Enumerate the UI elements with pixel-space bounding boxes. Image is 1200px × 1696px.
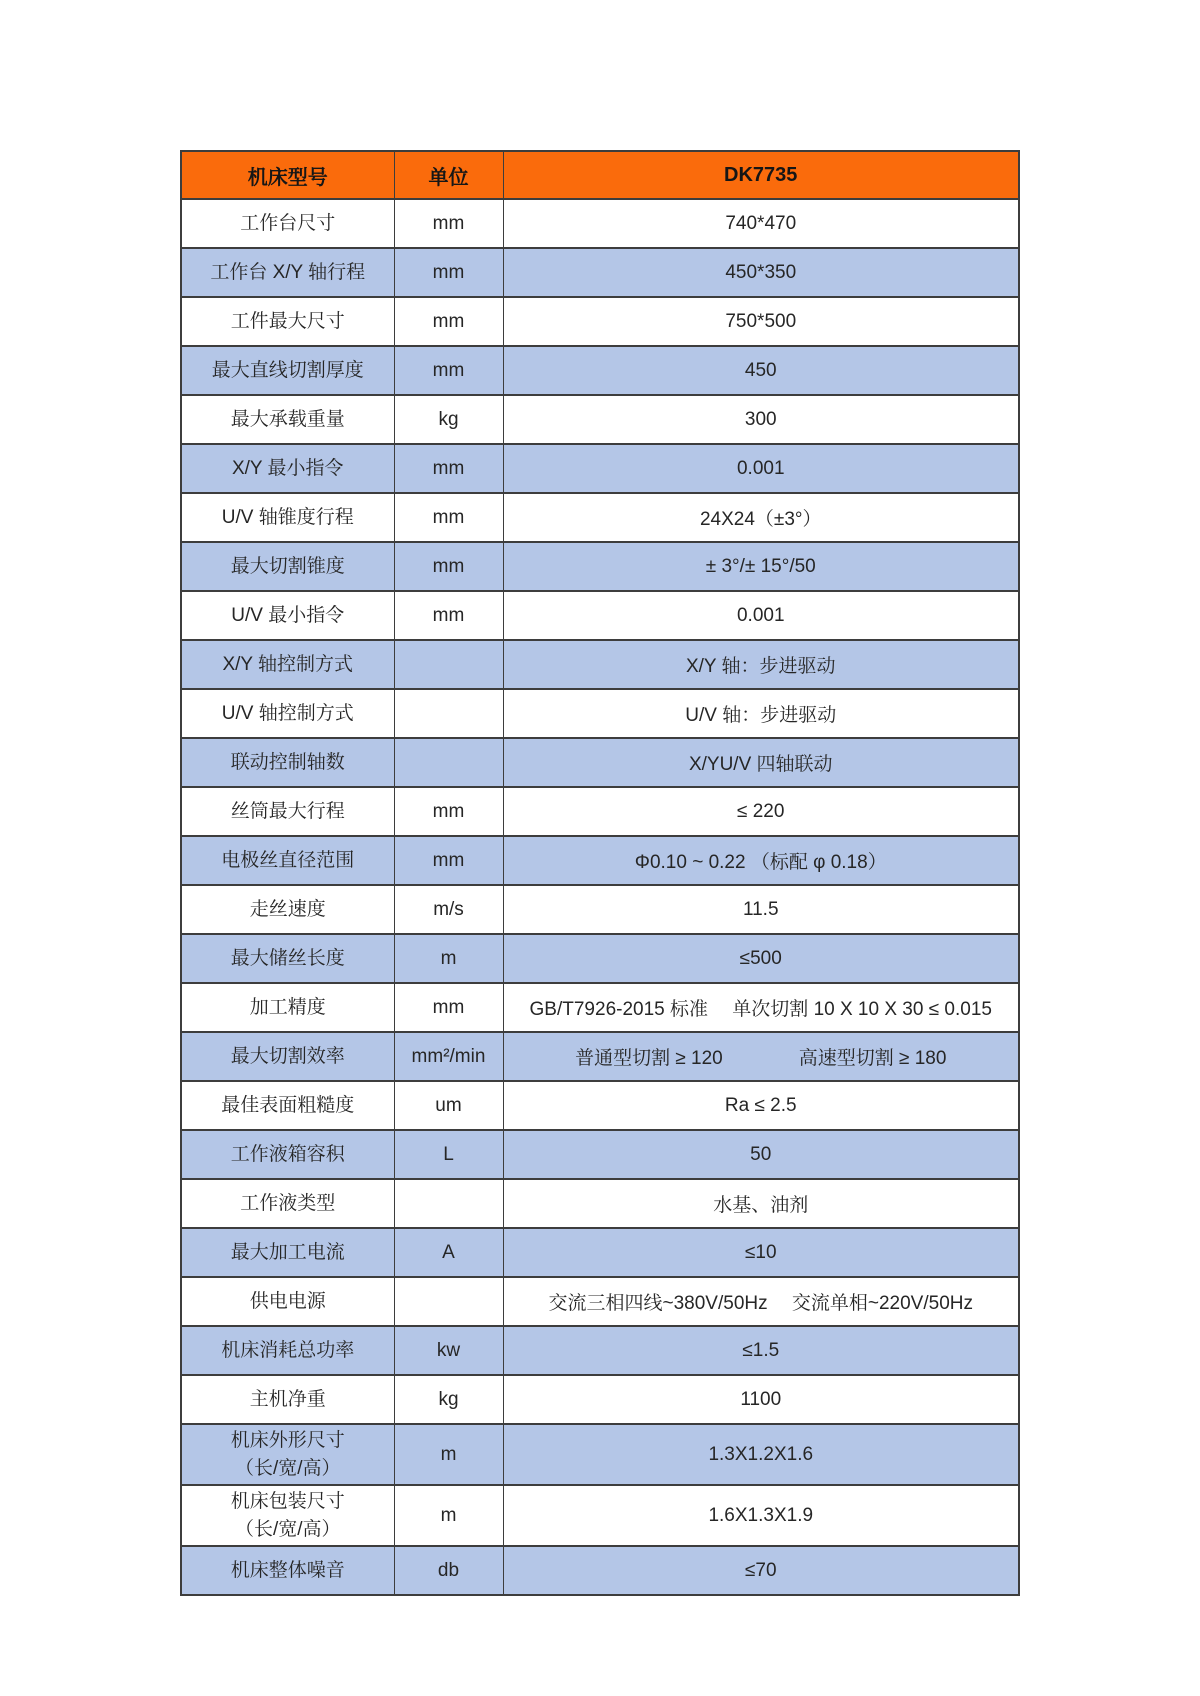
spec-unit-cell: mm: [394, 199, 503, 248]
spec-name-cell: [181, 1375, 394, 1424]
spec-unit-cell: db: [394, 1546, 503, 1595]
header-model-value: DK7735: [503, 151, 1019, 199]
spec-value-cell: ≤ 220: [503, 787, 1019, 836]
table-row: [181, 836, 1019, 885]
spec-name-line1: 工作液类型: [240, 1192, 336, 1214]
spec-name-line2: （长/宽/高）: [234, 1518, 341, 1540]
table-row: [181, 787, 1019, 836]
spec-name-line1: 供电电源: [249, 1290, 326, 1312]
spec-name-line2: （长/宽/高）: [234, 1457, 341, 1479]
spec-name-line1: 机床整体噪音: [230, 1559, 345, 1581]
table-row: [181, 1424, 1019, 1485]
table-row: [181, 1326, 1019, 1375]
spec-value-cell: ≤70: [503, 1546, 1019, 1595]
spec-value-cell: 24X24（±3°）: [503, 493, 1019, 542]
table-row: [181, 689, 1019, 738]
spec-unit-cell: mm: [394, 346, 503, 395]
spec-name-line1: 最大切割锥度: [230, 555, 345, 577]
spec-name-cell: [181, 444, 394, 493]
spec-name-cell: [181, 297, 394, 346]
spec-name-cell: [181, 1485, 394, 1546]
spec-value-cell: 450: [503, 346, 1019, 395]
spec-value-cell: U/V 轴：步进驱动: [503, 689, 1019, 738]
spec-name-line1: 最大承载重量: [230, 408, 345, 430]
spec-table-body: [181, 199, 1019, 1595]
header-unit-label: 单位: [394, 151, 503, 199]
spec-unit-cell: mm: [394, 444, 503, 493]
spec-name-line1: 工作液箱容积: [230, 1143, 345, 1165]
spec-name-cell: [181, 1424, 394, 1485]
spec-unit-cell: mm: [394, 983, 503, 1032]
spec-name-cell: [181, 1179, 394, 1228]
table-row: [181, 1375, 1019, 1424]
table-row: [181, 1228, 1019, 1277]
table-row: [181, 444, 1019, 493]
spec-unit-cell: mm: [394, 493, 503, 542]
table-row: [181, 1546, 1019, 1595]
table-row: [181, 493, 1019, 542]
table-row: [181, 1130, 1019, 1179]
spec-unit-cell: um: [394, 1081, 503, 1130]
spec-value-cell: 750*500: [503, 297, 1019, 346]
spec-unit-cell: mm²/min: [394, 1032, 503, 1081]
spec-name-cell: [181, 934, 394, 983]
table-row: [181, 1081, 1019, 1130]
spec-name-line1: 最大加工电流: [230, 1241, 345, 1263]
header-row: [181, 151, 1019, 199]
spec-name-line1: X/Y 最小指令: [231, 457, 344, 479]
spec-name-cell: [181, 346, 394, 395]
table-row: [181, 346, 1019, 395]
spec-unit-cell: mm: [394, 591, 503, 640]
spec-value-cell: GB/T7926-2015 标准 单次切割 10 X 10 X 30 ≤ 0.015: [503, 983, 1019, 1032]
spec-name-cell: [181, 787, 394, 836]
header-model-label: 机床型号: [181, 151, 394, 199]
spec-unit-cell: mm: [394, 836, 503, 885]
spec-name-cell: [181, 738, 394, 787]
spec-name-cell: [181, 591, 394, 640]
spec-name-cell: [181, 1326, 394, 1375]
spec-name-line1: U/V 轴锥度行程: [221, 506, 354, 528]
spec-unit-cell: kg: [394, 395, 503, 444]
spec-value-cell: 普通型切割 ≥ 120 高速型切割 ≥ 180: [503, 1032, 1019, 1081]
spec-name-line1: 丝筒最大行程: [230, 800, 345, 822]
table-row: [181, 297, 1019, 346]
table-row: [181, 395, 1019, 444]
table-row: [181, 885, 1019, 934]
table-row: [181, 1277, 1019, 1326]
spec-unit-cell: mm: [394, 297, 503, 346]
spec-name-cell: [181, 983, 394, 1032]
spec-value-cell: 50: [503, 1130, 1019, 1179]
spec-unit-cell: mm: [394, 248, 503, 297]
spec-name-line1: 工作台 X/Y 轴行程: [210, 261, 366, 283]
table-row: [181, 1179, 1019, 1228]
spec-value-cell: 450*350: [503, 248, 1019, 297]
spec-name-cell: [181, 493, 394, 542]
spec-name-line1: 工作台尺寸: [240, 212, 336, 234]
table-row: [181, 934, 1019, 983]
spec-unit-cell: [394, 1179, 503, 1228]
spec-value-cell: 水基、油剂: [503, 1179, 1019, 1228]
spec-name-line1: 机床外形尺寸: [230, 1430, 345, 1451]
spec-unit-cell: mm: [394, 542, 503, 591]
spec-name-line1: 最佳表面粗糙度: [221, 1094, 355, 1116]
spec-value-cell: 1.3X1.2X1.6: [503, 1424, 1019, 1485]
spec-name-line1: 最大直线切割厚度: [211, 359, 364, 381]
spec-value-cell: 300: [503, 395, 1019, 444]
spec-name-line1: X/Y 轴控制方式: [222, 653, 354, 675]
spec-unit-cell: [394, 738, 503, 787]
spec-name-cell: [181, 542, 394, 591]
table-row: [181, 199, 1019, 248]
spec-name-line1: U/V 最小指令: [231, 604, 345, 626]
table-row: [181, 591, 1019, 640]
spec-name-cell: [181, 1277, 394, 1326]
spec-name-line1: 联动控制轴数: [230, 751, 345, 773]
spec-name-line1: 最大储丝长度: [230, 947, 345, 969]
spec-name-cell: [181, 689, 394, 738]
spec-value-cell: X/YU/V 四轴联动: [503, 738, 1019, 787]
spec-name-line1: 机床包装尺寸: [230, 1491, 345, 1513]
spec-name-line1: U/V 轴控制方式: [221, 702, 354, 724]
spec-value-cell: X/Y 轴：步进驱动: [503, 640, 1019, 689]
spec-unit-cell: m: [394, 1485, 503, 1546]
spec-value-cell: ≤10: [503, 1228, 1019, 1277]
spec-name-cell: [181, 885, 394, 934]
spec-unit-cell: [394, 640, 503, 689]
spec-value-cell: 交流三相四线~380V/50Hz 交流单相~220V/50Hz: [503, 1277, 1019, 1326]
spec-unit-cell: [394, 689, 503, 738]
spec-value-cell: ± 3°/± 15°/50: [503, 542, 1019, 591]
spec-unit-cell: mm: [394, 787, 503, 836]
table-row: [181, 640, 1019, 689]
spec-value-cell: 1.6X1.3X1.9: [503, 1485, 1019, 1546]
spec-unit-cell: [394, 1277, 503, 1326]
spec-table: [180, 150, 1020, 1596]
spec-name-line1: 主机净重: [249, 1388, 326, 1410]
table-row: [181, 248, 1019, 297]
spec-name-cell: [181, 248, 394, 297]
spec-unit-cell: m: [394, 1424, 503, 1485]
table-row: [181, 1485, 1019, 1546]
spec-name-cell: [181, 1228, 394, 1277]
spec-value-cell: ≤500: [503, 934, 1019, 983]
spec-value-cell: 740*470: [503, 199, 1019, 248]
spec-name-line1: 走丝速度: [249, 898, 326, 920]
spec-unit-cell: kw: [394, 1326, 503, 1375]
spec-unit-cell: kg: [394, 1375, 503, 1424]
table-row: [181, 1032, 1019, 1081]
spec-value-cell: Ra ≤ 2.5: [503, 1081, 1019, 1130]
spec-value-cell: ≤1.5: [503, 1326, 1019, 1375]
table-row: [181, 542, 1019, 591]
table-row: [181, 738, 1019, 787]
spec-unit-cell: A: [394, 1228, 503, 1277]
spec-name-line1: 工件最大尺寸: [230, 310, 345, 332]
spec-value-cell: 0.001: [503, 444, 1019, 493]
spec-name-line1: 加工精度: [249, 996, 326, 1018]
spec-name-cell: [181, 1130, 394, 1179]
table-row: [181, 983, 1019, 1032]
spec-value-cell: 0.001: [503, 591, 1019, 640]
spec-value-cell: 1100: [503, 1375, 1019, 1424]
spec-name-cell: [181, 836, 394, 885]
spec-name-line1: 电极丝直径范围: [221, 849, 355, 871]
spec-name-cell: [181, 1032, 394, 1081]
spec-value-cell: 11.5: [503, 885, 1019, 934]
spec-name-cell: [181, 199, 394, 248]
spec-name-line1: 最大切割效率: [230, 1045, 345, 1067]
spec-value-cell: Φ0.10 ~ 0.22 （标配 φ 0.18）: [503, 836, 1019, 885]
spec-unit-cell: L: [394, 1130, 503, 1179]
spec-unit-cell: m/s: [394, 885, 503, 934]
spec-name-cell: [181, 640, 394, 689]
spec-name-cell: [181, 1081, 394, 1130]
spec-name-line1: 机床消耗总功率: [221, 1339, 355, 1361]
spec-name-cell: [181, 1546, 394, 1595]
spec-name-cell: [181, 395, 394, 444]
spec-unit-cell: m: [394, 934, 503, 983]
